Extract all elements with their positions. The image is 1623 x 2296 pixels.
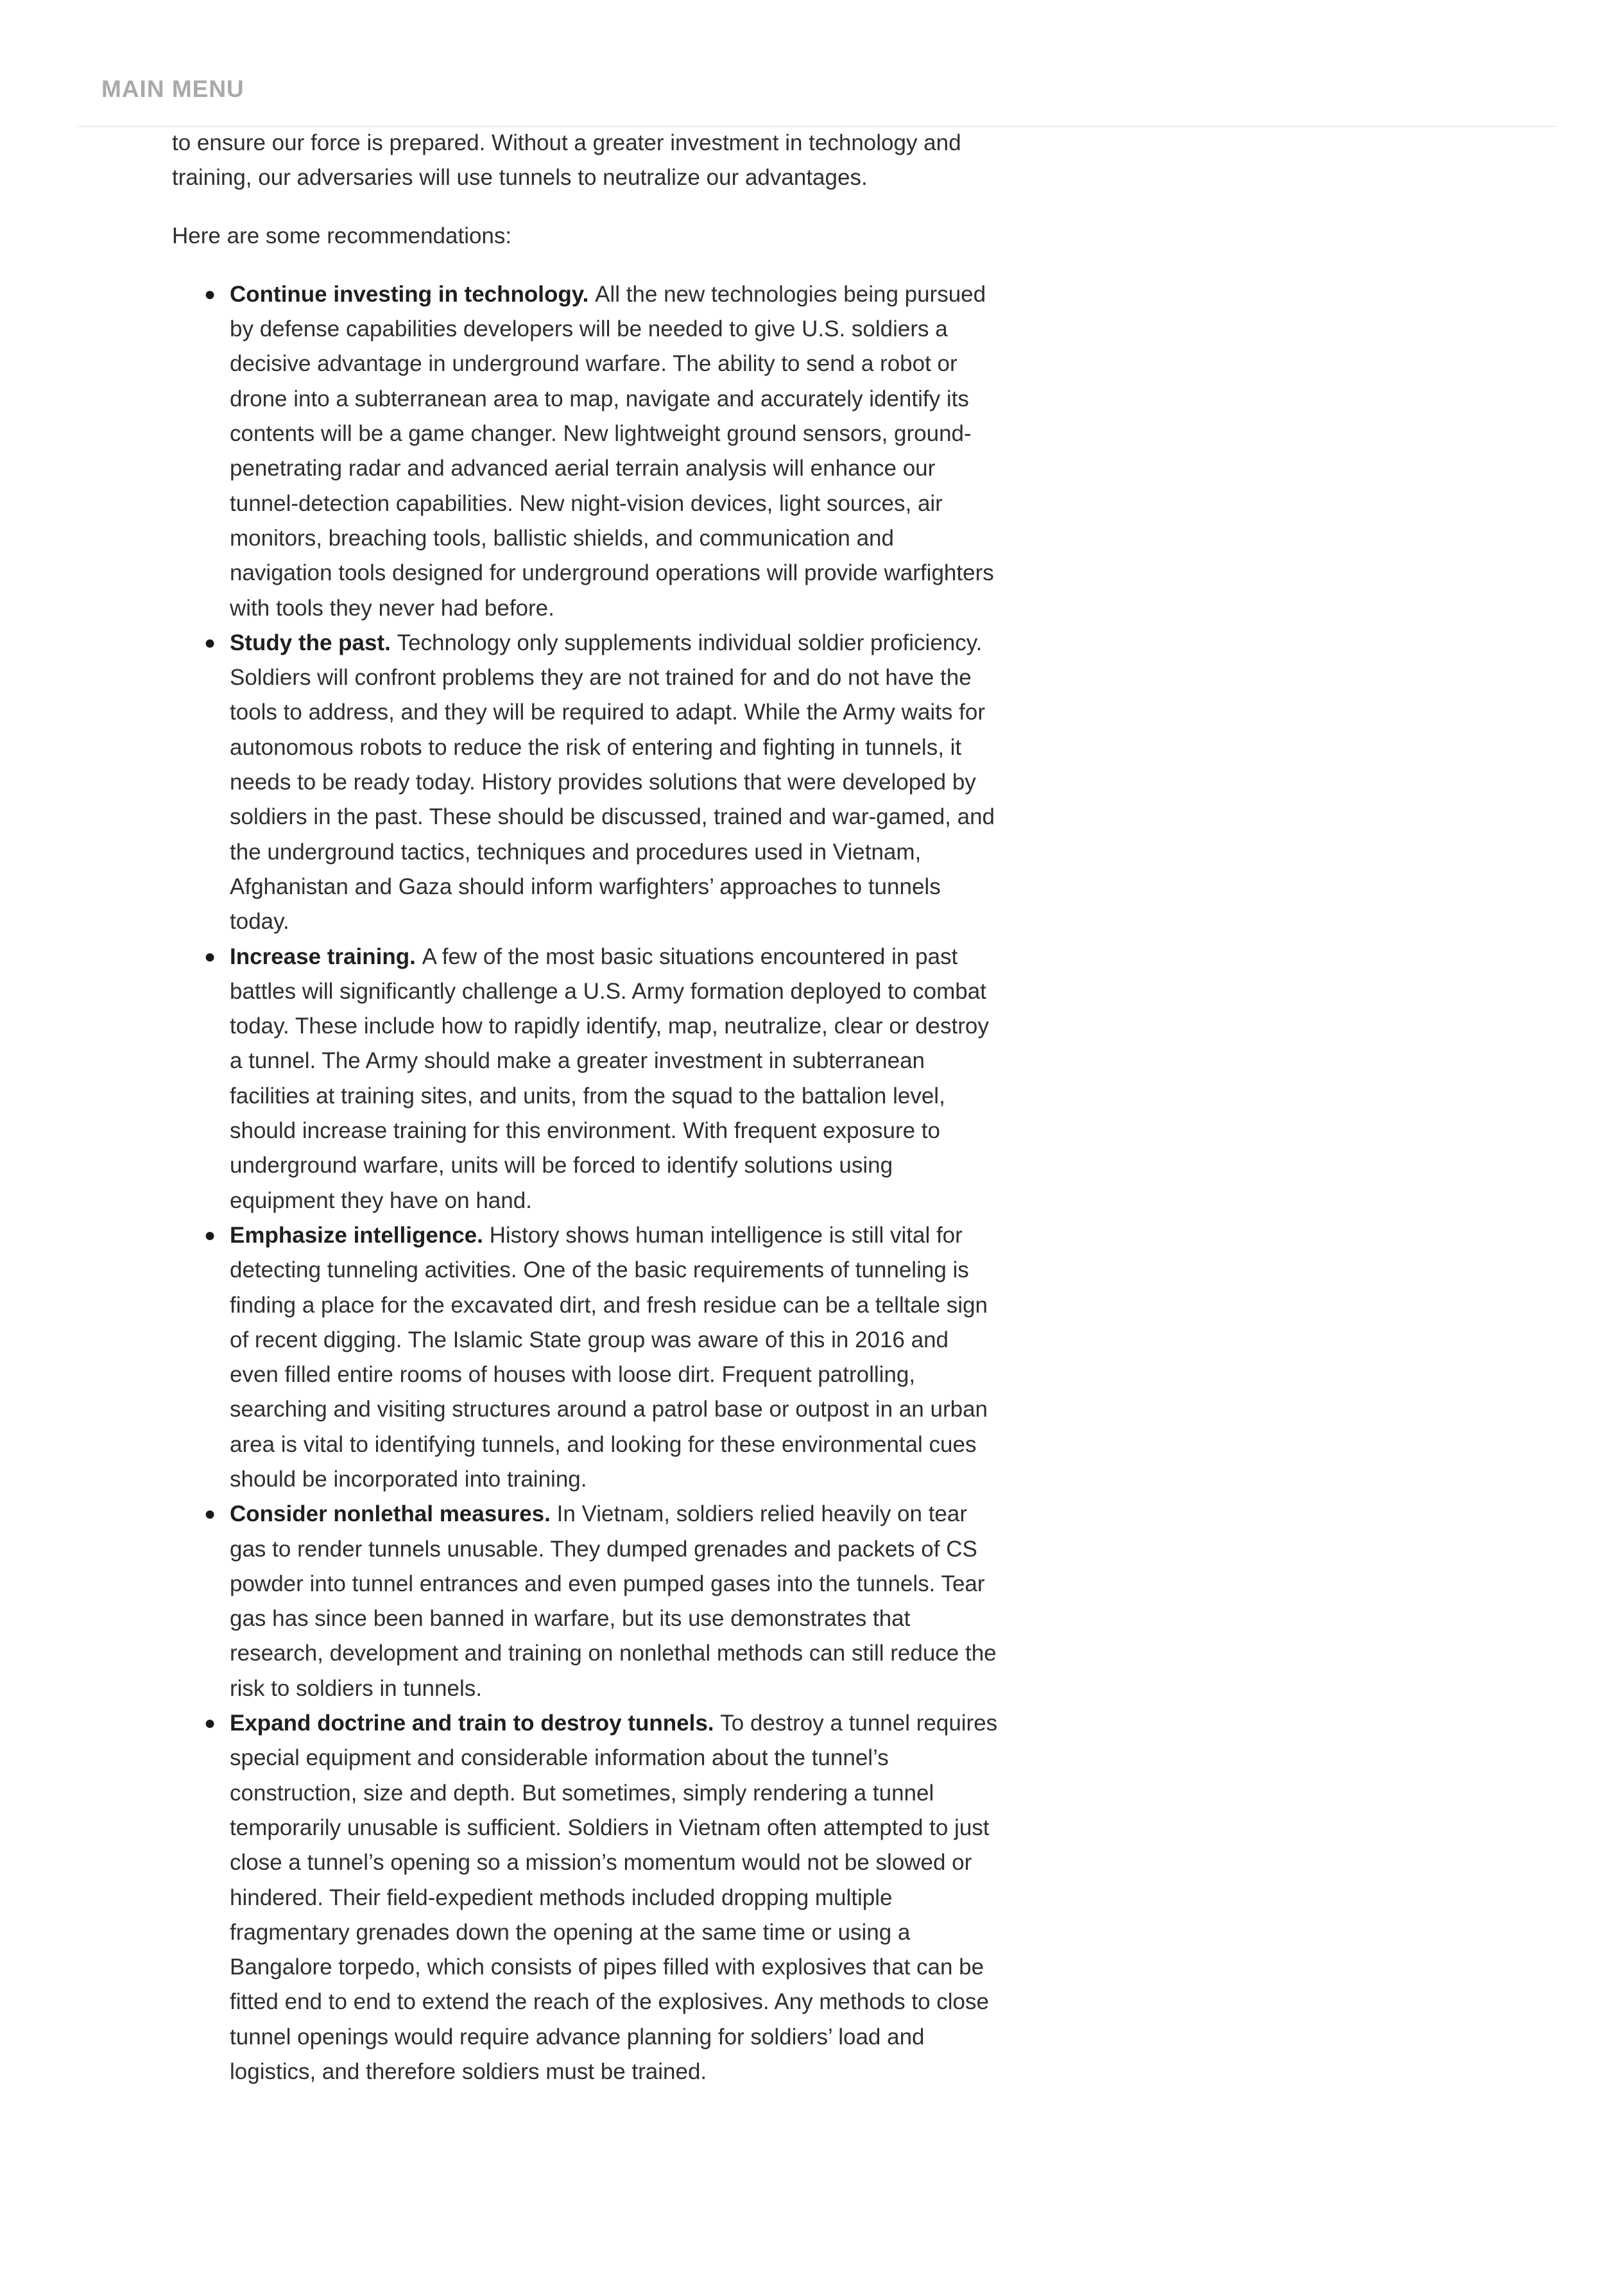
main-menu-button[interactable]: MAIN MENU	[101, 76, 245, 102]
list-item	[204, 277, 1000, 626]
top-navigation-bar	[77, 0, 1556, 127]
list-item	[204, 940, 1000, 1218]
list-item	[204, 1497, 1000, 1706]
recommendation-title: Continue investing in technology.	[230, 281, 596, 307]
list-item	[204, 1706, 1000, 2089]
recommendations-list	[172, 277, 1000, 2089]
list-item	[204, 626, 1000, 940]
recommendation-text: To destroy a tunnel requires special equipment and considerable information about the tunnel’s construction, size and depth. But sometimes, simply rendering a tunnel temporarily unusable is sufficient. Soldiers in Vietnam often attempted to just close a tunnel’s opening so a mission’s momentum would not be slowed or hindered. Their field-expedient methods included dropping multiple fragmentary grenades down the opening at the same time or using a Bangalore torpedo, which consists of pipes filled with explosives that can be fitted end to end to extend the reach of the explosives. Any methods to close tunnel openings would require advance planning for soldiers’ load and logistics, and therefore soldiers must be trained.	[230, 1711, 998, 2085]
recommendation-title: Study the past.	[230, 630, 397, 655]
recommendation-text: In Vietnam, soldiers relied heavily on tear gas to render tunnels unusable. They dumped grenades and packets of CS powder into tunnel entrances and even pumped gases into the tunnels. Tear gas has since been banned in warfare, but its use demonstrates that research, development and training on nonlethal methods can still reduce the risk to soldiers in tunnels.	[230, 1501, 997, 1701]
recommendation-text: All the new technologies being pursued by defense capabilities developers will be needed to give U.S. soldiers a decisive advantage in underground warfare. The ability to send a robot or drone into a subterranean area to map, navigate and accurately identify its contents will be a game changer. New lightweight ground sensors, ground-penetrating radar and advanced aerial terrain analysis will enhance our tunnel-detection capabilities. New night-vision devices, light sources, air monitors, breaching tools, ballistic shields, and communication and navigation tools designed for underground operations will provide warfighters with tools they never had before.	[230, 281, 994, 621]
recommendation-text: Technology only supplements individual soldier proficiency. Soldiers will confront problems they are not trained for and do not have the tools to address, and they will be required to adapt. While the Army waits for autonomous robots to reduce the risk of entering and fighting in tunnels, it needs to be ready today. History provides solutions that were developed by soldiers in the past. These should be discussed, trained and war-gamed, and the underground tactics, techniques and procedures used in Vietnam, Afghanistan and Gaza should inform warfighters’ approaches to tunnels today.	[230, 630, 995, 935]
bullet-icon: ●	[204, 632, 216, 653]
recommendation-text: History shows human intelligence is still vital for detecting tunneling activities. One of the basic requirements of tunneling is finding a place for the excavated dirt, and fresh residue can be a telltale sign of recent digging. The Islamic State group was aware of this in 2016 and even filled entire rooms of houses with loose dirt. Frequent patrolling, searching and visiting structures around a patrol base or outpost in an urban area is vital to identifying tunnels, and looking for these environmental cues should be incorporated into training.	[230, 1222, 988, 1492]
recommendation-title: Consider nonlethal measures.	[230, 1501, 557, 1527]
recommendations-lead: Here are some recommendations:	[172, 223, 512, 248]
bullet-icon: ●	[204, 1713, 216, 1734]
intro-paragraph: to ensure our force is prepared. Without a greater investment in technology and training, our adversaries will use tunnels to neutralize our advantages.	[172, 130, 961, 191]
bullet-icon: ●	[204, 945, 216, 967]
bullet-icon: ●	[204, 1503, 216, 1525]
article-body	[172, 126, 1000, 2089]
bullet-icon: ●	[204, 283, 216, 305]
recommendation-title: Increase training.	[230, 944, 422, 969]
recommendation-title: Emphasize intelligence.	[230, 1222, 490, 1248]
bullet-icon: ●	[204, 1224, 216, 1246]
recommendation-title: Expand doctrine and train to destroy tunnels.	[230, 1711, 721, 1736]
list-item	[204, 1218, 1000, 1497]
recommendation-text: A few of the most basic situations encountered in past battles will significantly challenge a U.S. Army formation deployed to combat today. These include how to rapidly identify, map, neutralize, clear or destroy a tunnel. The Army should make a greater investment in subterranean facilities at training sites, and units, from the squad to the battalion level, should increase training for this environment. With frequent exposure to underground warfare, units will be forced to identify solutions using equipment they have on hand.	[230, 944, 989, 1213]
